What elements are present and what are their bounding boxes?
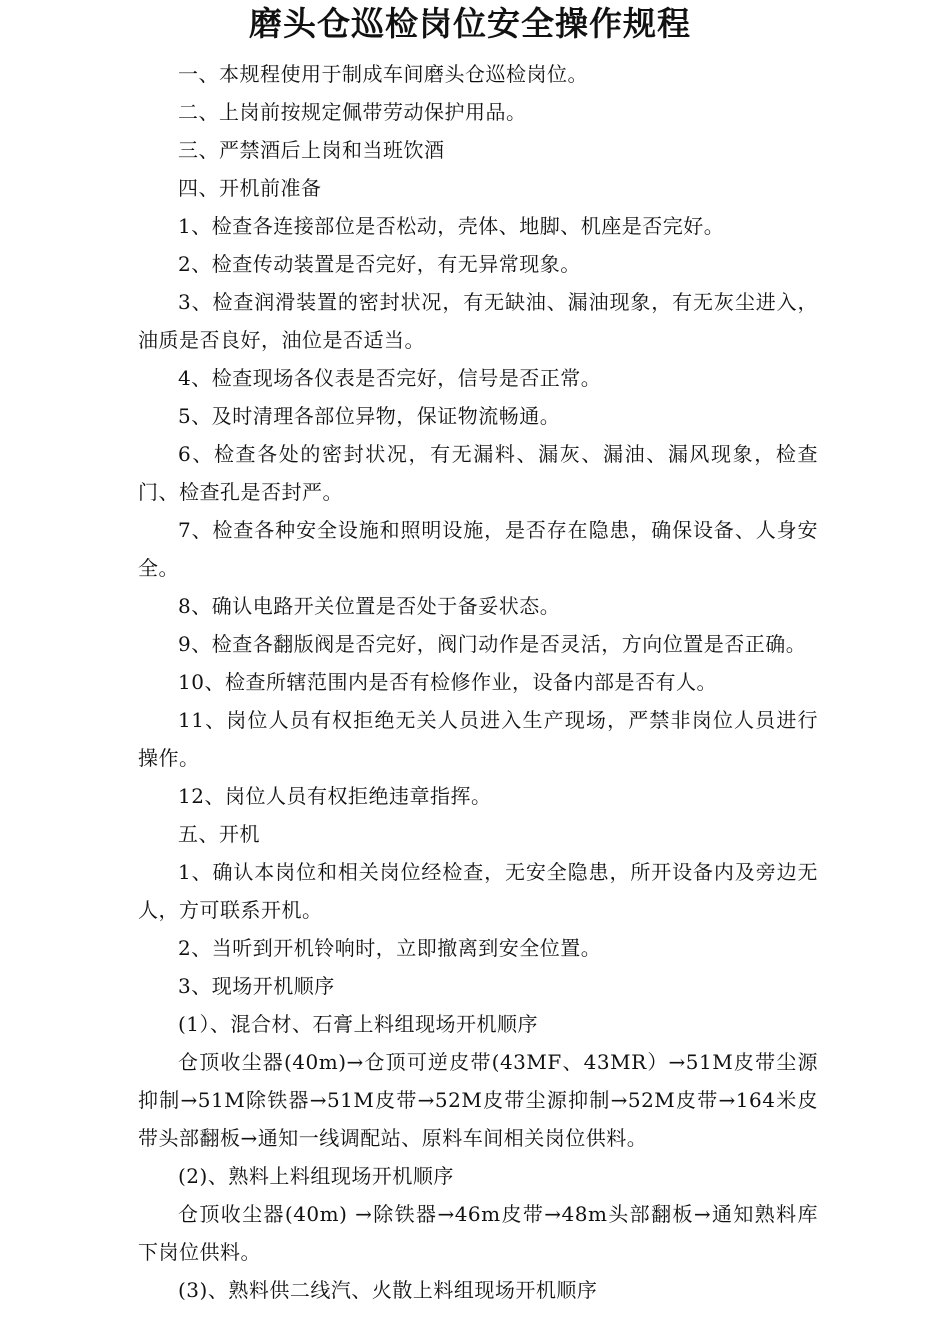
- paragraph: 3、检查润滑装置的密封状况，有无缺油、漏油现象，有无灰尘进入，油质是否良好，油位是否适当。: [138, 290, 818, 352]
- paragraph: 10、检查所辖范围内是否有检修作业，设备内部是否有人。: [178, 670, 717, 694]
- subsection-heading: (3)、熟料供二线汽、火散上料组现场开机顺序: [178, 1278, 598, 1302]
- paragraph: 8、确认电路开关位置是否处于备妥状态。: [178, 594, 561, 618]
- paragraph: 一、本规程使用于制成车间磨头仓巡检岗位。: [178, 62, 588, 86]
- paragraph: 11、岗位人员有权拒绝无关人员进入生产现场，严禁非岗位人员进行操作。: [138, 708, 818, 770]
- paragraph: 3、现场开机顺序: [178, 974, 335, 998]
- paragraph: 三、严禁酒后上岗和当班饮酒: [178, 138, 445, 162]
- subsection-heading: (2)、熟料上料组现场开机顺序: [178, 1164, 454, 1188]
- section-heading: 五、开机: [178, 822, 260, 846]
- paragraph: 9、检查各翻版阀是否完好，阀门动作是否灵活，方向位置是否正确。: [178, 632, 807, 656]
- section-heading: 四、开机前准备: [178, 176, 322, 200]
- paragraph: 1、检查各连接部位是否松动，壳体、地脚、机座是否完好。: [178, 214, 725, 238]
- subsection-heading: (1）、混合材、石膏上料组现场开机顺序: [178, 1012, 539, 1036]
- paragraph: 仓顶收尘器(40m)→仓顶可逆皮带(43MF、43MR）→51M皮带尘源抑制→51M除铁器→51M皮带→52M皮带尘源抑制→52M皮带→164米皮带头部翻板→通知一线调配站、原料车间相关岗位供料。: [138, 1050, 818, 1150]
- paragraph: 4、检查现场各仪表是否完好，信号是否正常。: [178, 366, 602, 390]
- paragraph: 5、及时清理各部位异物，保证物流畅通。: [178, 404, 561, 428]
- paragraph: 7、检查各种安全设施和照明设施，是否存在隐患，确保设备、人身安全。: [138, 518, 818, 580]
- paragraph: 6、检查各处的密封状况，有无漏料、漏灰、漏油、漏风现象，检查门、检查孔是否封严。: [138, 442, 818, 504]
- paragraph: 仓顶收尘器(40m) →除铁器→46m皮带→48m头部翻板→通知熟料库下岗位供料。: [138, 1202, 818, 1264]
- paragraph: 12、岗位人员有权拒绝违章指挥。: [178, 784, 492, 808]
- paragraph: 2、当听到开机铃响时，立即撤离到安全位置。: [178, 936, 602, 960]
- paragraph: 二、上岗前按规定佩带劳动保护用品。: [178, 100, 527, 124]
- paragraph: 2、检查传动装置是否完好，有无异常现象。: [178, 252, 581, 276]
- paragraph: 1、确认本岗位和相关岗位经检查，无安全隐患，所开设备内及旁边无人，方可联系开机。: [138, 860, 818, 922]
- document-body: [138, 55, 818, 1309]
- document-title: 磨头仓巡检岗位安全操作规程: [249, 4, 691, 43]
